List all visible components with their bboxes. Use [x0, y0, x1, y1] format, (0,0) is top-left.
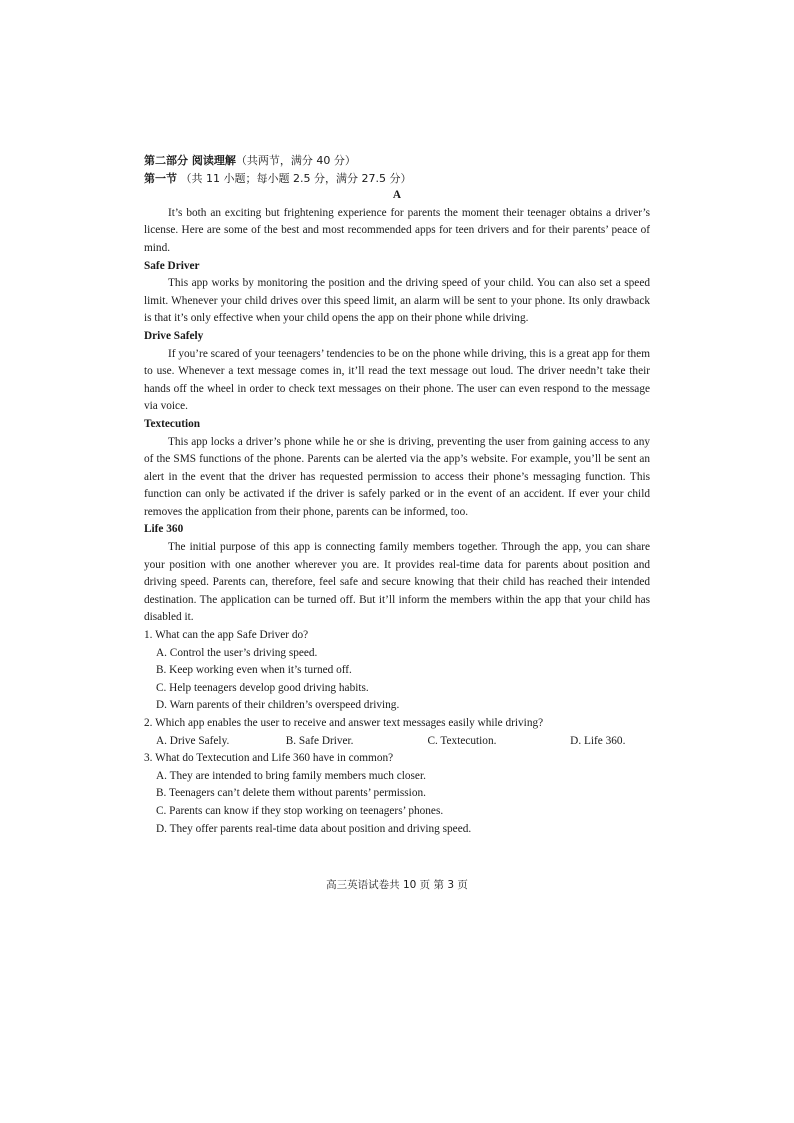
- app-heading-safe-driver: Safe Driver: [144, 259, 200, 272]
- app-text-drive-safely: If you’re scared of your teenagers’ tendencies to be on the phone while driving, this is a great app for them to use. Whenever a text message comes in, it’ll read the text message out loud. The driver needn’t take their hands off the wheel in order to check text messages on their phone. The user can even respond to the message via voice.: [144, 347, 650, 413]
- section-note: （共 11 小题；每小题 2.5 分，满分 27.5 分）: [180, 171, 412, 185]
- app-text-safe-driver: This app works by monitoring the position and the driving speed of your child. You can also set a speed limit. Whenever your child drives over this speed limit, an alarm will be sent to your phone. Its only drawback is that it’s only effective when your child opens the app on their phone while driving.: [144, 277, 650, 325]
- option-a: A. They are intended to bring family members much closer.: [156, 769, 426, 782]
- option-d: D. Life 360.: [570, 734, 626, 747]
- option-c: C. Textecution.: [427, 734, 497, 747]
- option-a: A. Drive Safely.: [156, 734, 230, 747]
- option-a: A. Control the user’s driving speed.: [156, 646, 318, 659]
- app-text-life-360: The initial purpose of this app is connecting family members together. Through the app, you can share your position with one another wherever you are. It provides real-time data for parents about position and driving speed. Parents can, therefore, feel safe and secure knowing that their child has reached their intended destination. The application can be turned off. But it’ll inform the members within the app that your child has disabled it.: [144, 541, 650, 624]
- option-d: D. Warn parents of their children’s overspeed driving.: [156, 699, 400, 712]
- section-heading: [144, 170, 650, 188]
- option-c: C. Parents can know if they stop working on teenagers’ phones.: [156, 804, 444, 817]
- passage-intro: It’s both an exciting but frightening experience for parents the moment their teenager obtains a driver’s license. Here are some of the best and most recommended apps for teen drivers and for their parents’ peace of mind.: [144, 206, 650, 254]
- option-b: B. Teenagers can’t delete them without parents’ permission.: [156, 787, 426, 800]
- question-3: [144, 750, 650, 838]
- part-title: 第二部分 阅读理解: [144, 154, 236, 167]
- page-footer: 高三英语试卷共 10 页 第 3 页: [326, 879, 468, 891]
- option-c: C. Help teenagers develop good driving habits.: [156, 681, 369, 694]
- part-heading: [144, 152, 650, 170]
- app-text-textecution: This app locks a driver’s phone while he or she is driving, preventing the user from gaining access to any of the SMS functions of the phone. Parents can be alerted via the app’s website. For example, you’ll be sent an alert in the event that the driver has requested permission to access their phone’s messaging function. This function can only be activated if the driver is safely parked or in the event of an accident. If ever your child removes the application from their phone, parents can be informed, too.: [144, 435, 650, 518]
- option-row: [156, 733, 650, 751]
- app-heading-life-360: Life 360: [144, 523, 184, 536]
- question-stem: 1. What can the app Safe Driver do?: [144, 629, 309, 642]
- exam-page: [144, 152, 650, 838]
- passage-letter: A: [392, 189, 402, 202]
- question-stem: 3. What do Textecution and Life 360 have in common?: [144, 752, 394, 765]
- option-b: B. Keep working even when it’s turned off.: [156, 664, 352, 677]
- question-stem: 2. Which app enables the user to receive and answer text messages easily while driving?: [144, 717, 544, 729]
- option-d: D. They offer parents real-time data about position and driving speed.: [156, 822, 472, 835]
- option-b: B. Safe Driver.: [285, 734, 354, 747]
- question-1: [144, 627, 650, 715]
- part-note: （共两节，满分 40 分）: [235, 154, 356, 167]
- section-title: 第一节: [144, 171, 177, 185]
- question-2: [144, 715, 650, 750]
- app-heading-drive-safely: Drive Safely: [144, 329, 204, 342]
- app-heading-textecution: Textecution: [144, 417, 201, 430]
